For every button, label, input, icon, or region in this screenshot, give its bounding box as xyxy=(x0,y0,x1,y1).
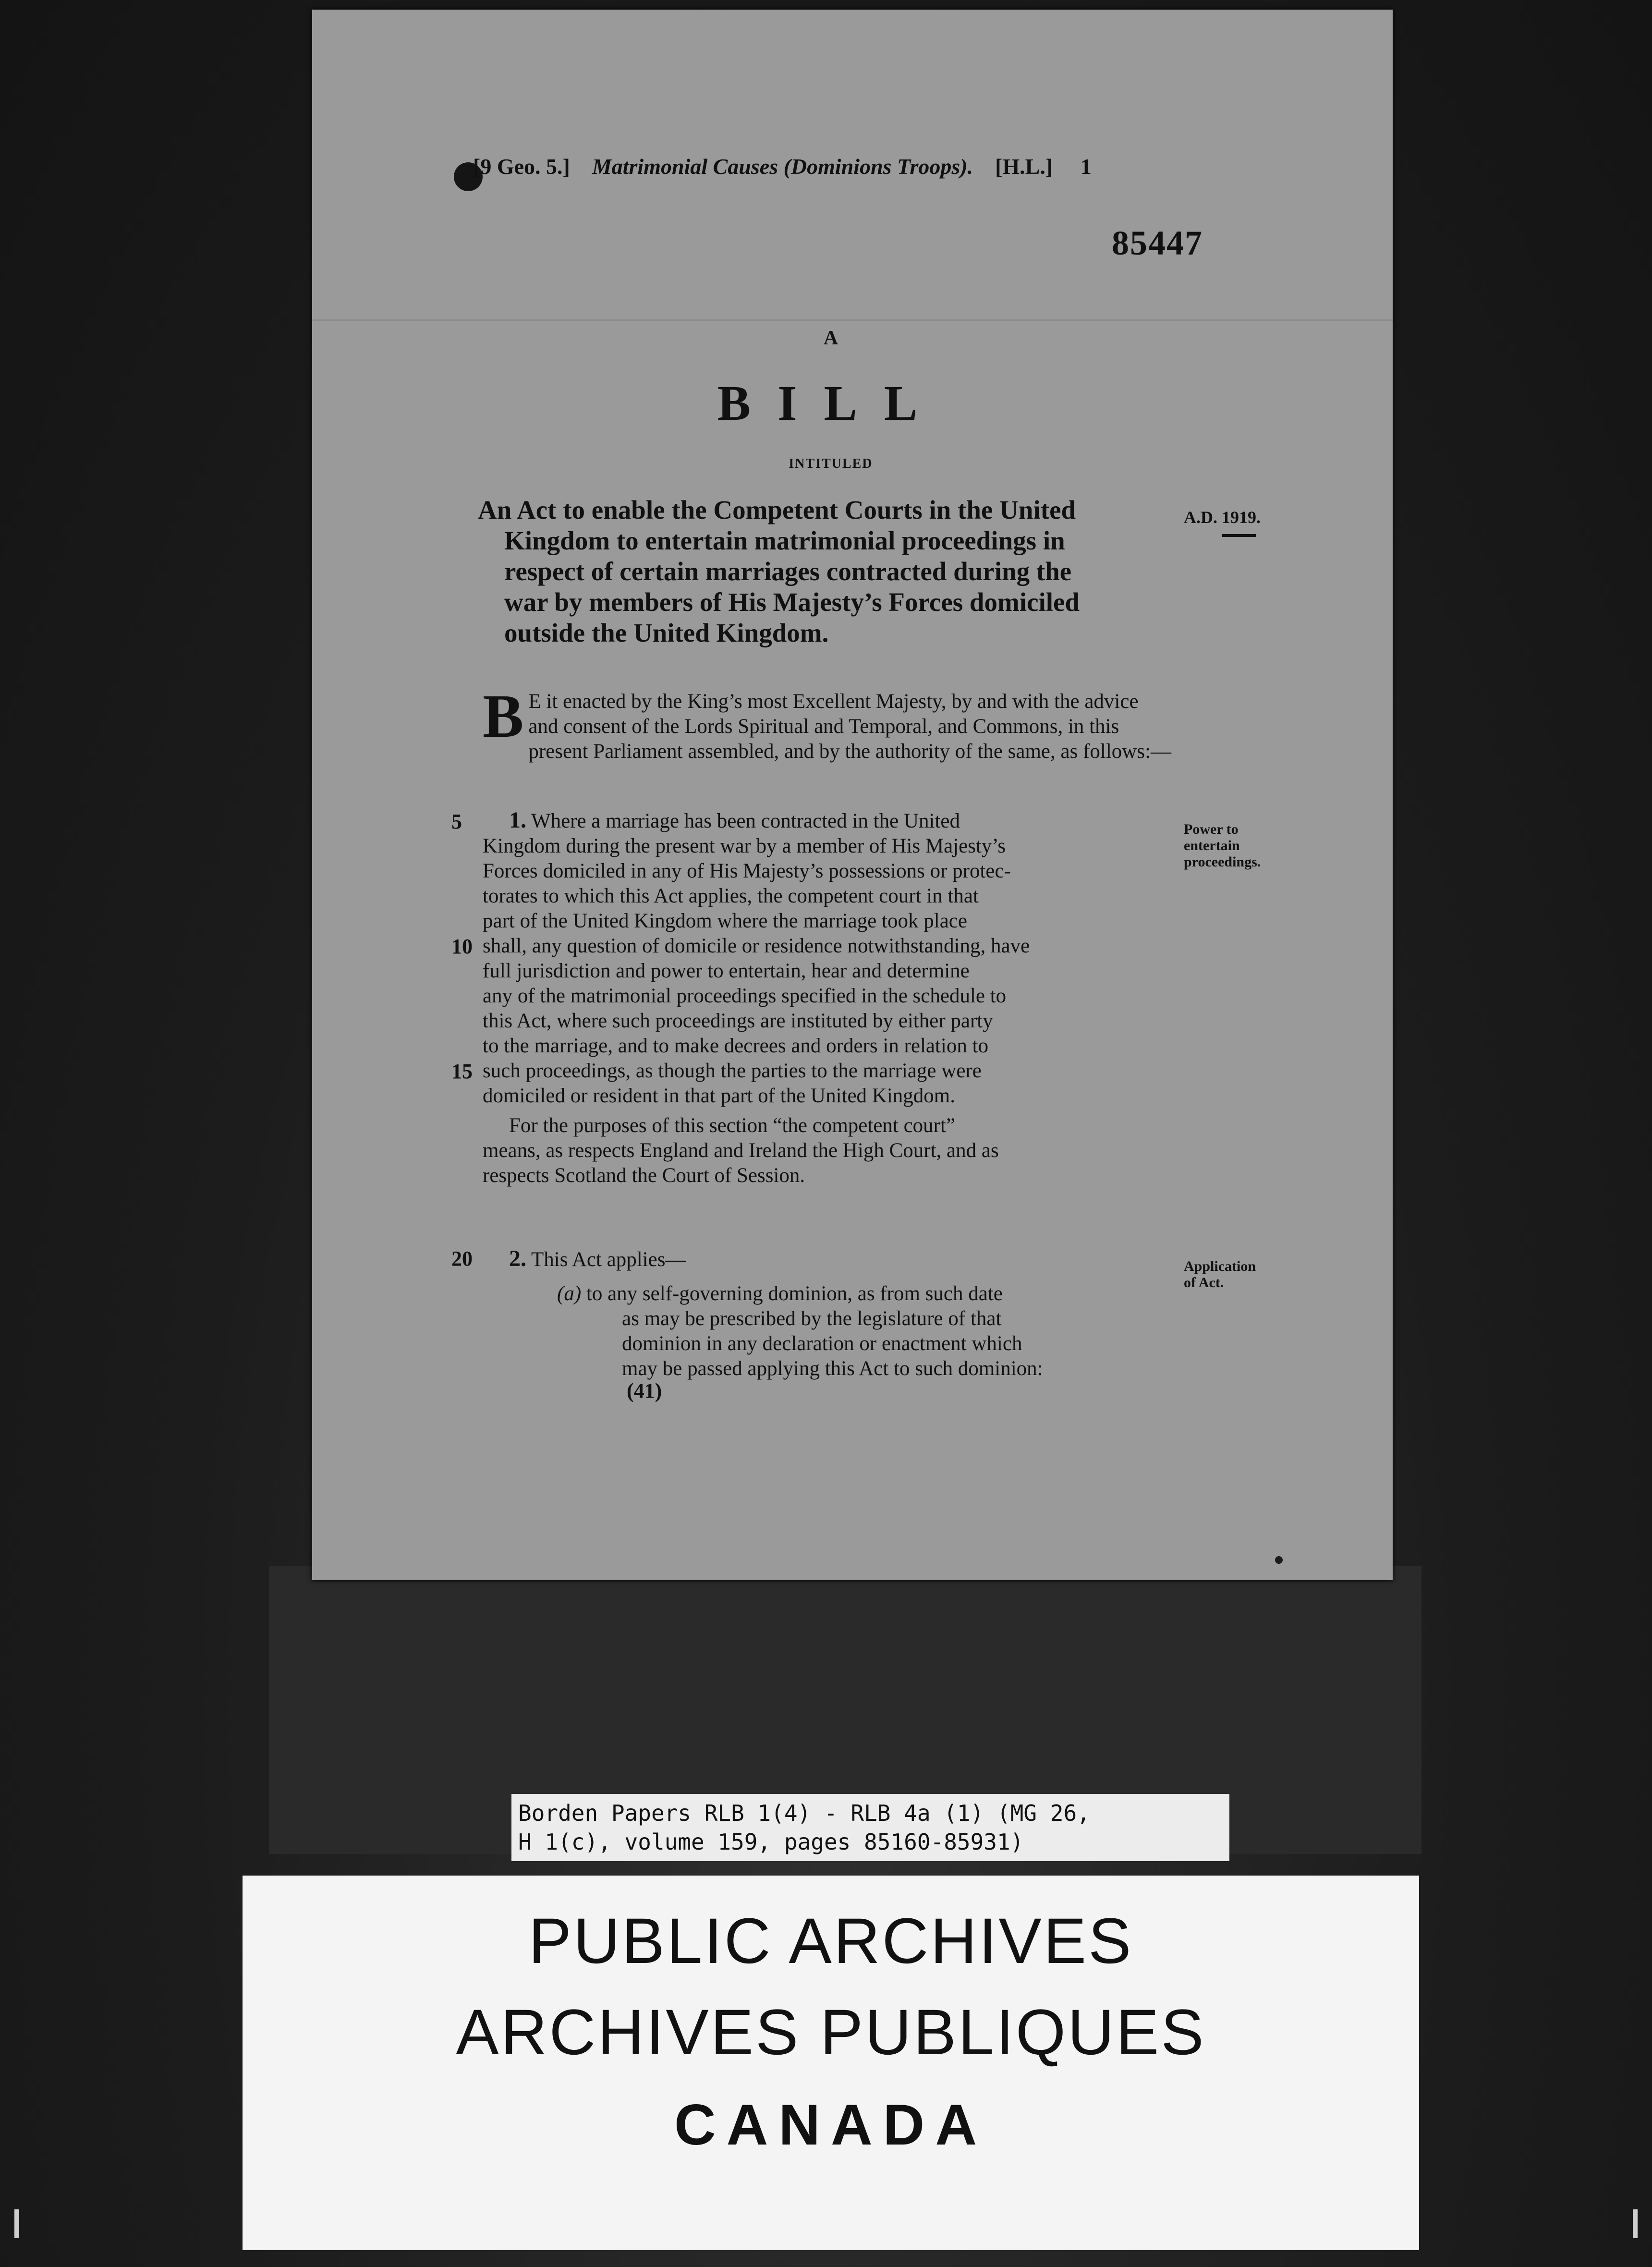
paragraph-line xyxy=(557,1281,1172,1306)
drop-cap: B xyxy=(483,682,524,750)
long-title-line: respect of certain marriages contracted during the xyxy=(504,557,1072,586)
intituled-label: INTITULED xyxy=(789,456,873,471)
paragraph-text: to any self-governing dominion, as from such date xyxy=(586,1282,1003,1305)
section-line: any of the matrimonial proceedings specified in the schedule to xyxy=(483,985,1007,1007)
bill-title: BILL xyxy=(717,376,945,431)
enacting-text: E it enacted by the King’s most Excellent Majesty, by and with the advice and consent of the Lords Spiritual and Temporal, and Commons, in this present Parliament assembled, and by the authority of the same, as follows:— xyxy=(528,690,1172,763)
enacting-formula xyxy=(483,682,1172,764)
section-line: such proceedings, as though the parties to the marriage were xyxy=(483,1060,982,1082)
folio-number: 85447 xyxy=(1112,224,1203,262)
margin-note-line: Power to xyxy=(1184,821,1239,837)
long-title-line: An Act to enable the Competent Courts in the United xyxy=(478,495,1076,524)
page-fold xyxy=(312,319,1393,321)
house-marker: [H.L.] xyxy=(995,154,1053,179)
section-1 xyxy=(483,808,1172,1188)
section-heading: This Act applies— xyxy=(531,1248,686,1271)
running-header xyxy=(473,154,1289,179)
printer-mark: (41) xyxy=(627,1379,662,1402)
section-line: part of the United Kingdom where the marriage took place xyxy=(483,910,967,932)
margin-note-power xyxy=(1184,821,1261,870)
short-title: Matrimonial Causes (Dominions Troops). xyxy=(592,154,973,179)
section-line: Kingdom during the present war by a member of His Majesty’s xyxy=(483,835,1006,857)
margin-note-application xyxy=(1184,1258,1256,1291)
section-line: this Act, where such proceedings are instituted by either party xyxy=(483,1010,993,1032)
section-line: full jurisdiction and power to entertain, hear and determine xyxy=(483,960,970,982)
section-2 xyxy=(483,1246,1172,1272)
film-corner-mark xyxy=(1633,2209,1638,2238)
section-line xyxy=(483,1246,1172,1272)
paragraph-line: may be passed applying this Act to such dominion: xyxy=(622,1357,1043,1380)
reference-label xyxy=(511,1794,1229,1861)
paragraph-label: (a) xyxy=(557,1282,582,1305)
line-number: 5 xyxy=(451,810,462,833)
paragraph-line: dominion in any declaration or enactment which xyxy=(622,1332,1022,1355)
ink-speck xyxy=(1275,1556,1283,1564)
margin-note-date: A.D. 1919. xyxy=(1184,508,1261,527)
margin-note-line: proceedings. xyxy=(1184,854,1261,870)
definition-line: means, as respects England and Ireland the High Court, and as xyxy=(483,1139,999,1162)
line-number: 15 xyxy=(451,1060,473,1083)
section-line xyxy=(483,808,1172,834)
bill-page xyxy=(312,10,1393,1580)
line-number: 20 xyxy=(451,1247,473,1270)
long-title-line: war by members of His Majesty’s Forces domiciled xyxy=(504,587,1080,617)
definition-line: respects Scotland the Court of Session. xyxy=(483,1164,805,1187)
section-line: to the marriage, and to make decrees and orders in relation to xyxy=(483,1035,989,1057)
paragraph-line: as may be prescribed by the legislature of that xyxy=(622,1307,1002,1330)
section-line: torates to which this Act applies, the competent court in that xyxy=(483,885,979,907)
archive-card xyxy=(243,1876,1419,2250)
line-number: 10 xyxy=(451,935,473,958)
film-corner-mark xyxy=(14,2209,19,2238)
reference-line: Borden Papers RLB 1(4) - RLB 4a (1) (MG 26, xyxy=(518,1800,1090,1826)
bill-article: A xyxy=(823,327,838,349)
archive-card-line-french: ARCHIVES PUBLIQUES xyxy=(456,1997,1206,2068)
section-text: Where a marriage has been contracted in the United xyxy=(531,810,960,832)
long-title-line: outside the United Kingdom. xyxy=(504,618,829,647)
archive-card-line-english: PUBLIC ARCHIVES xyxy=(528,1905,1133,1977)
long-title-line: Kingdom to entertain matrimonial proceedings in xyxy=(504,526,1065,555)
margin-note-line: of Act. xyxy=(1184,1275,1224,1291)
section-number: 1. xyxy=(509,807,526,833)
section-line: Forces domiciled in any of His Majesty’s possessions or protec- xyxy=(483,860,1011,882)
page-number: 1 xyxy=(1080,154,1092,179)
long-title xyxy=(478,495,1150,648)
section-line: domiciled or resident in that part of the United Kingdom. xyxy=(483,1085,956,1107)
definition-line: For the purposes of this section “the competent court” xyxy=(509,1114,956,1137)
section-line: shall, any question of domicile or residence notwithstanding, have xyxy=(483,935,1030,957)
margin-note-line: entertain xyxy=(1184,838,1240,853)
date-rule xyxy=(1222,534,1256,537)
archive-card-line-country: CANADA xyxy=(674,2093,987,2157)
paragraph-a xyxy=(557,1281,1172,1381)
section-number: 2. xyxy=(509,1246,526,1271)
margin-note-line: Application xyxy=(1184,1258,1256,1274)
regnal-year: [9 Geo. 5.] xyxy=(473,154,570,179)
reference-line: H 1(c), volume 159, pages 85160-85931) xyxy=(518,1829,1024,1855)
